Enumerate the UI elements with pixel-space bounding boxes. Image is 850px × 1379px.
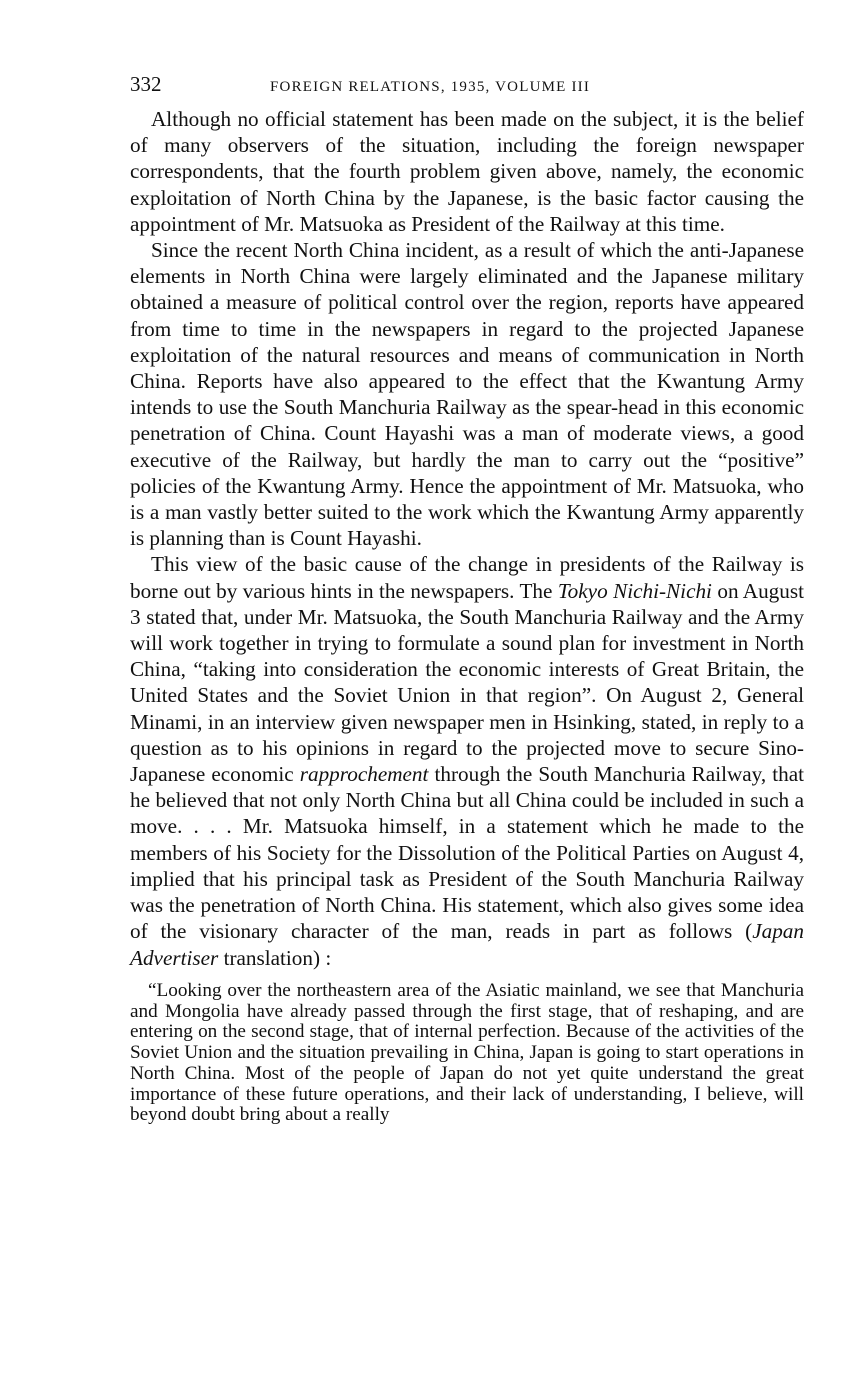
- body-text: [130, 106, 804, 971]
- paragraph-3-text-a: This view of the basic cause of the change in presidents of the Railway is borne out by various hints in the newspapers. The: [130, 552, 804, 603]
- paragraph-2: Since the recent North China incident, as a result of which the anti-Japanese elements in North China were largely eliminated and the Japanese military obtained a measure of political control over the region, reports have appeared from time to time in the newspapers in regard to the projected Japanese exploitation of the natural resources and means of communication in North China. Reports have also appeared to the effect that the Kwantung Army intends to use the South Manchuria Railway as the spear-head in this economic penetration of China. Count Hayashi was a man of moderate views, a good executive of the Railway, but hardly the man to carry out the “positive” policies of the Kwantung Army. Hence the appointment of Mr. Matsuoka, who is a man vastly better suited to the work which the Kwantung Army apparently is planning than is Count Hayashi.: [130, 238, 804, 551]
- newspaper-title-tokyo-nichi-nichi: Tokyo Nichi-Nichi: [557, 578, 712, 603]
- newspaper-title-japan-advertiser: Japan Advertiser: [130, 919, 804, 970]
- term-rapprochement: rapprochement: [299, 762, 429, 787]
- quote-text: “Looking over the northeastern area of the Asiatic mainland, we see that Manchuria and Mongolia have already passed through the first stage, that of reshaping, and are entering on the second stage, that of internal perfection. Because of the activities of the Soviet Union and the situation prevailing in China, Japan is going to start operations in North China. Most of the people of Japan do not yet quite understand the great importance of these future operations, and their lack of understanding, I believe, will beyond doubt bring about a really: [130, 979, 804, 1126]
- paragraph-3: [130, 551, 804, 970]
- block-quote: [130, 981, 804, 1127]
- page-number: 332: [130, 72, 162, 96]
- page-header: [130, 72, 804, 106]
- paragraph-3-text-c: through the South Manchuria Railway, that he believed that not only North China but all China could be included in such a move. . . . Mr. Matsuoka himself, in a statement which he made to the members of his Society for the Dissolution of the Political Parties on August 4, implied that his principal task as President of the South Manchuria Railway was the penetration of North China. His statement, which also gives some idea of the visionary character of the man, reads in part as follows (: [130, 762, 804, 944]
- document-page: [130, 72, 804, 1126]
- paragraph-3-text-b: on August 3 stated that, under Mr. Matsuoka, the South Manchuria Railway and the Army will work together in trying to formulate a sound plan for investment in North China, “taking into consideration the economic interests of Great Britain, the United States and the Soviet Union in that region”. On August 2, General Minami, in an interview given newspaper men in Hsinking, stated, in reply to a question as to his opinions in regard to the projected move to secure Sino-Japanese economic: [130, 578, 805, 787]
- paragraph-3-text-d: translation) :: [218, 945, 332, 970]
- paragraph-1: Although no official statement has been made on the subject, it is the belief of many observers of the situation, including the foreign newspaper correspondents, that the fourth problem given above, namely, the economic exploitation of North China by the Japanese, is the basic factor causing the appointment of Mr. Matsuoka as President of the Railway at this time.: [130, 107, 804, 236]
- running-head: FOREIGN RELATIONS, 1935, VOLUME III: [270, 79, 591, 95]
